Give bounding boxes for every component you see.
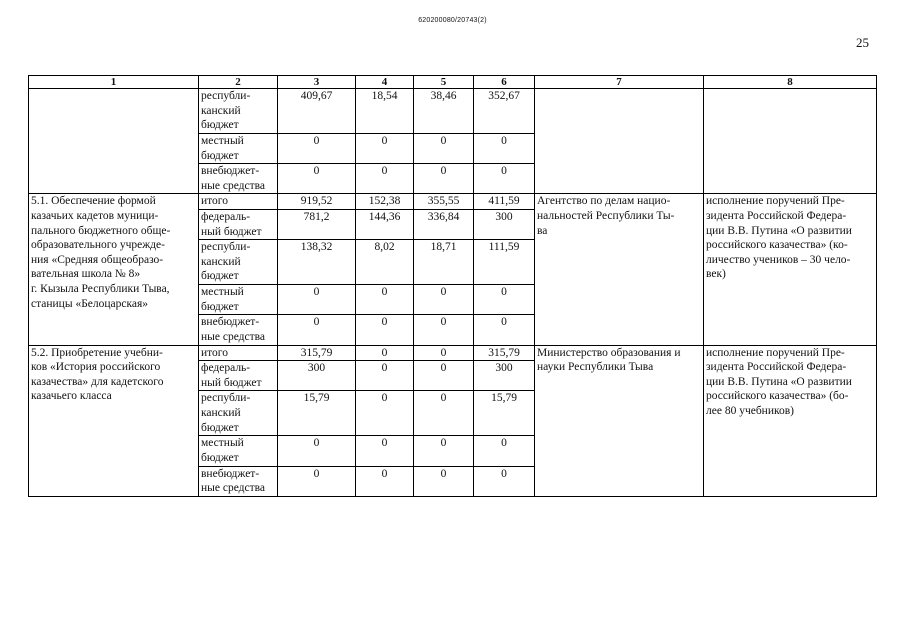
value-cell: 0 [278, 134, 356, 164]
value-cell: 0 [414, 345, 474, 361]
executor: Агентство по делам нацио- нальностей Республики Ты- ва [535, 194, 704, 345]
table-row [29, 194, 877, 210]
funding-source: местный бюджет [199, 134, 278, 164]
value-cell: 0 [474, 436, 535, 466]
measure-name: 5.2. Приобретение учебни- ков «История российского казачества» для кадетского казачьего класса [29, 345, 199, 496]
value-cell: 0 [414, 285, 474, 315]
column-header: 3 [278, 76, 356, 89]
value-cell: 0 [414, 361, 474, 391]
value-cell: 355,55 [414, 194, 474, 210]
value-cell: 300 [474, 361, 535, 391]
value-cell: 0 [474, 164, 535, 194]
value-cell: 0 [278, 285, 356, 315]
value-cell: 919,52 [278, 194, 356, 210]
result-cell [704, 89, 877, 194]
value-cell: 300 [474, 209, 535, 239]
funding-source: внебюджет- ные средства [199, 466, 278, 496]
measure-name: 5.1. Обеспечение формой казачьих кадетов муници- пального бюджетного обще- образовательного учрежде- ния «Средняя общеобразо- вательная школа № 8» г. Кызыла Республики Тыва, станицы «Белоцарская» [29, 194, 199, 345]
value-cell: 0 [414, 134, 474, 164]
value-cell: 315,79 [474, 345, 535, 361]
value-cell: 0 [278, 164, 356, 194]
value-cell: 0 [356, 134, 414, 164]
value-cell: 0 [356, 361, 414, 391]
value-cell: 336,84 [414, 209, 474, 239]
value-cell: 18,54 [356, 89, 414, 134]
value-cell: 0 [414, 315, 474, 345]
value-cell: 0 [356, 164, 414, 194]
value-cell: 0 [474, 134, 535, 164]
executor-cell [535, 89, 704, 194]
value-cell: 0 [356, 466, 414, 496]
funding-source: республи- канский бюджет [199, 391, 278, 436]
value-cell: 352,67 [474, 89, 535, 134]
executor: Министерство образования и науки Республики Тыва [535, 345, 704, 496]
funding-source: внебюджет- ные средства [199, 164, 278, 194]
value-cell: 300 [278, 361, 356, 391]
value-cell: 0 [474, 285, 535, 315]
column-header: 2 [199, 76, 278, 89]
value-cell: 0 [414, 436, 474, 466]
measure-name-cell [29, 89, 199, 194]
document-id: 620200080/20743(2) [418, 17, 487, 24]
value-cell: 152,38 [356, 194, 414, 210]
value-cell: 0 [278, 466, 356, 496]
funding-source: местный бюджет [199, 285, 278, 315]
funding-source: федераль- ный бюджет [199, 209, 278, 239]
expected-result: исполнение поручений Пре- зидента Российской Федера- ции В.В. Путина «О развитии российского казачества» (бо- лее 80 учебников) [704, 345, 877, 496]
value-cell: 38,46 [414, 89, 474, 134]
budget-table [28, 75, 877, 497]
value-cell: 0 [414, 164, 474, 194]
header-row [29, 76, 877, 89]
value-cell: 0 [356, 285, 414, 315]
funding-source: федераль- ный бюджет [199, 361, 278, 391]
value-cell: 18,71 [414, 240, 474, 285]
page-number: 25 [856, 35, 869, 50]
value-cell: 144,36 [356, 209, 414, 239]
value-cell: 0 [474, 315, 535, 345]
value-cell: 409,67 [278, 89, 356, 134]
value-cell: 111,59 [474, 240, 535, 285]
column-header: 5 [414, 76, 474, 89]
value-cell: 138,32 [278, 240, 356, 285]
value-cell: 0 [356, 391, 414, 436]
column-header: 8 [704, 76, 877, 89]
table-row [29, 345, 877, 361]
value-cell: 0 [278, 436, 356, 466]
value-cell: 15,79 [474, 391, 535, 436]
value-cell: 0 [414, 466, 474, 496]
value-cell: 0 [356, 315, 414, 345]
column-header: 4 [356, 76, 414, 89]
value-cell: 0 [278, 315, 356, 345]
value-cell: 0 [356, 345, 414, 361]
value-cell: 781,2 [278, 209, 356, 239]
funding-source: внебюджет- ные средства [199, 315, 278, 345]
value-cell: 0 [414, 391, 474, 436]
value-cell: 0 [474, 466, 535, 496]
funding-source: республи- канский бюджет [199, 89, 278, 134]
funding-source: итого [199, 345, 278, 361]
value-cell: 411,59 [474, 194, 535, 210]
value-cell: 15,79 [278, 391, 356, 436]
funding-source: республи- канский бюджет [199, 240, 278, 285]
value-cell: 0 [356, 436, 414, 466]
expected-result: исполнение поручений Пре- зидента Российской Федера- ции В.В. Путина «О развитии российского казачества» (ко- личество учеников – 30 чело- век) [704, 194, 877, 345]
column-header: 7 [535, 76, 704, 89]
column-header: 1 [29, 76, 199, 89]
value-cell: 315,79 [278, 345, 356, 361]
value-cell: 8,02 [356, 240, 414, 285]
funding-source: итого [199, 194, 278, 210]
funding-source: местный бюджет [199, 436, 278, 466]
column-header: 6 [474, 76, 535, 89]
table-row [29, 89, 877, 134]
